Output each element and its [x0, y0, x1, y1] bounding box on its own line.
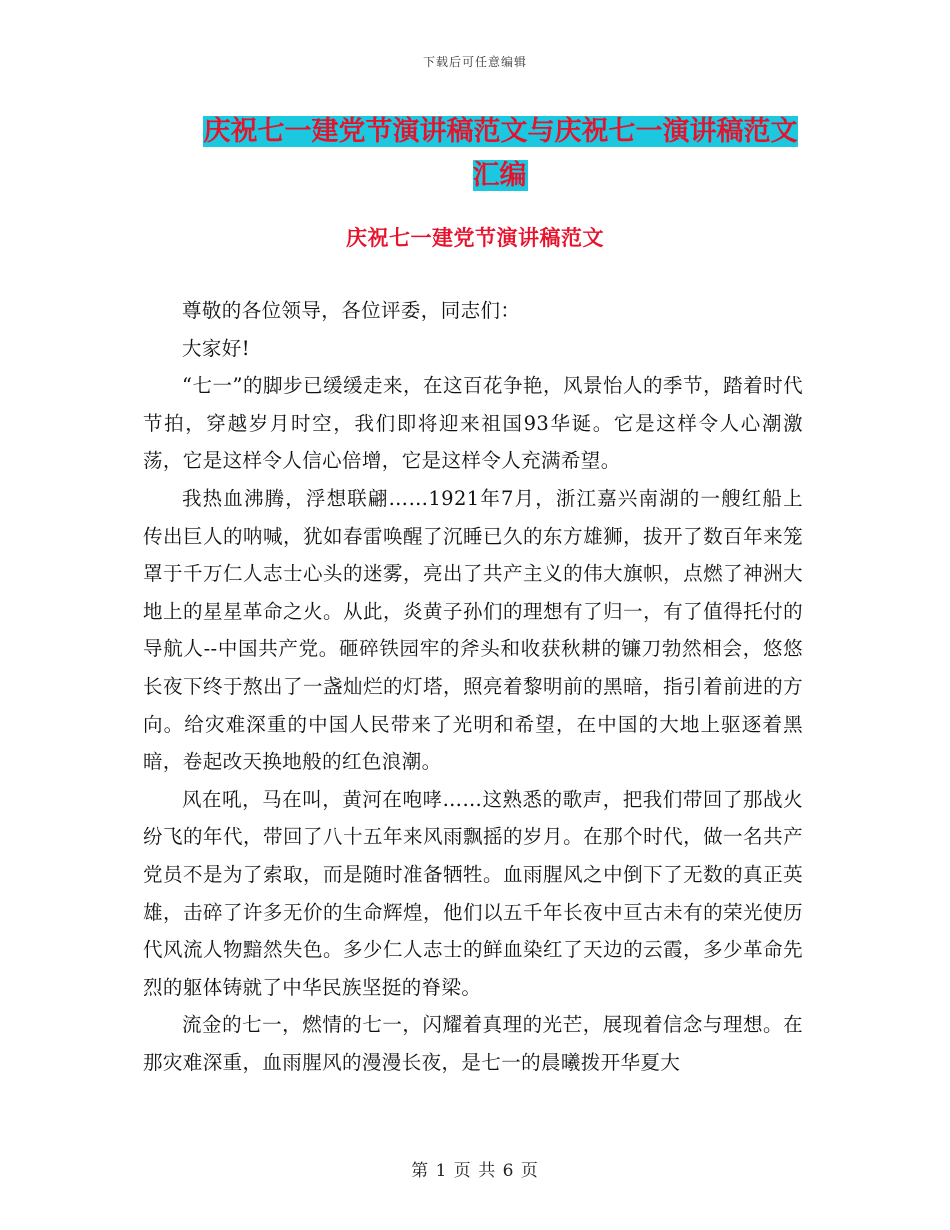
paragraph: 我热血沸腾，浮想联翩……1921年7月，浙江嘉兴南湖的一艘红船上传出巨人的呐喊，犹如春雷唤醒了沉睡已久的东方雄狮，拔开了数百年来笼罩于千万仁人志士心头的迷雾，亮出了共产主义的伟大旗帜，点燃了神洲大地上的星星革命之火。从此，炎黄子孙们的理想有了归一，有了值得托付的导航人--中国共产党。砸碎铁园牢的斧头和收获秋耕的镰刀勃然相会，悠悠长夜下终于熬出了一盏灿烂的灯塔，照亮着黎明前的黑暗，指引着前进的方向。给灾难深重的中国人民带来了光明和希望，在中国的大地上驱逐着黑暗，卷起改天换地般的红色浪潮。: [143, 486, 803, 774]
document-title-text: 庆祝七一建党节演讲稿范文与庆祝七一演讲稿范文汇编: [203, 116, 798, 191]
header-note: 下载后可任意编辑: [422, 55, 527, 69]
paragraph: 流金的七一，燃情的七一，闪耀着真理的光芒，展现着信念与理想。在那灾难深重，血雨腥风的漫漫长夜，是七一的晨曦拨开华夏大: [143, 1013, 803, 1074]
document-body: [143, 292, 803, 1081]
paragraph: 风在吼，马在叫，黄河在咆哮……这熟悉的歌声，把我们带回了那战火纷飞的年代，带回了八十五年来风雨飘摇的岁月。在那个时代，做一名共产党员不是为了索取，而是随时准备牺牲。血雨腥风之中倒下了无数的真正英雄，击碎了许多无价的生命辉煌，他们以五千年长夜中亘古未有的荣光使历代风流人物黯然失色。多少仁人志士的鲜血染红了天边的云霞，多少革命先烈的躯体铸就了中华民族坚挺的脊梁。: [143, 787, 803, 999]
paragraph-salutation: 尊敬的各位领导，各位评委，同志们：: [182, 299, 521, 322]
paragraph: “七一”的脚步已缓缓走来，在这百花争艳，风景怡人的季节，踏着时代节拍，穿越岁月时空，我们即将迎来祖国93华诞。它是这样令人心潮激荡，它是这样令人信心倍增，它是这样令人充满希望。: [143, 374, 803, 473]
paragraph-greeting: 大家好!: [182, 336, 250, 360]
page-number-footer: 第 1 页 共 6 页: [411, 1161, 539, 1181]
section-title: 庆祝七一建党节演讲稿范文: [346, 225, 604, 250]
document-title: [190, 110, 810, 198]
